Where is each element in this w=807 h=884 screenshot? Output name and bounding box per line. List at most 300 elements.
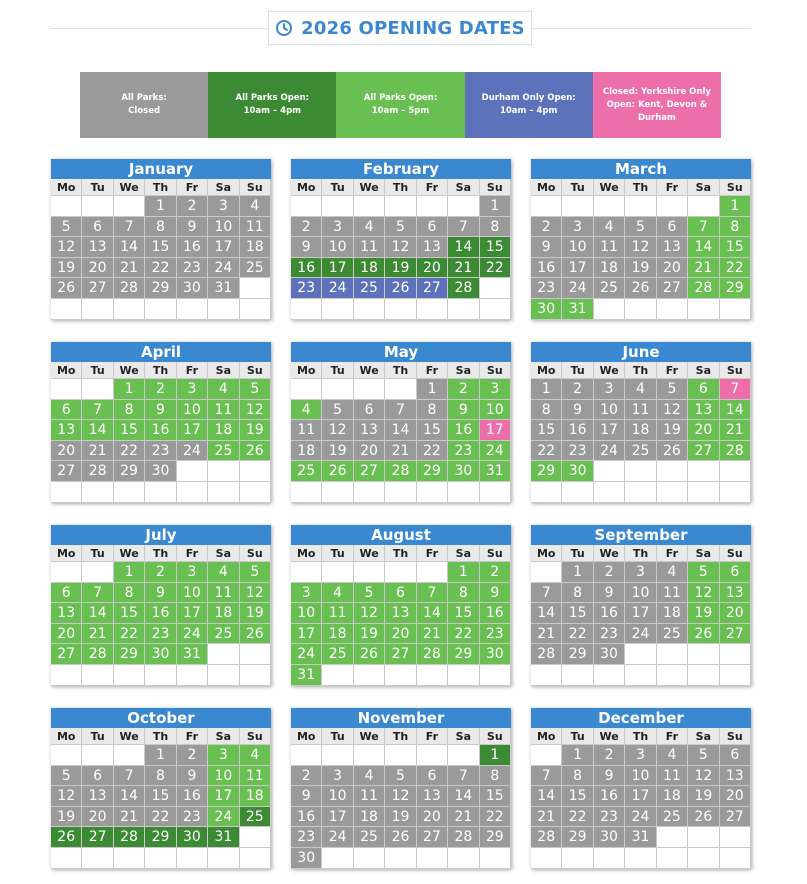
weekday-header: We — [114, 179, 145, 196]
empty-cell — [720, 665, 751, 686]
day-cell: 30 — [594, 827, 625, 848]
day-cell: 31 — [480, 461, 511, 482]
day-cell: 6 — [354, 400, 385, 421]
empty-cell — [82, 562, 113, 583]
day-cell: 10 — [322, 786, 353, 807]
day-cell: 10 — [208, 217, 239, 238]
day-cell: 25 — [322, 644, 353, 665]
day-cell: 4 — [240, 196, 271, 217]
day-cell: 4 — [354, 766, 385, 787]
empty-cell — [688, 644, 719, 665]
weekday-header: Sa — [688, 362, 719, 379]
day-cell: 17 — [208, 237, 239, 258]
empty-cell — [291, 482, 322, 503]
day-cell: 1 — [145, 196, 176, 217]
day-cell: 26 — [385, 827, 416, 848]
month-name: March — [531, 159, 751, 179]
day-cell: 24 — [208, 258, 239, 279]
day-cell: 31 — [291, 665, 322, 686]
month-february — [291, 159, 511, 320]
empty-cell — [417, 665, 448, 686]
day-cell: 8 — [145, 766, 176, 787]
day-cell: 3 — [177, 562, 208, 583]
day-cell: 25 — [208, 624, 239, 645]
empty-cell — [688, 827, 719, 848]
day-cell: 5 — [240, 562, 271, 583]
day-grid — [531, 728, 751, 869]
day-cell: 28 — [114, 827, 145, 848]
day-cell: 27 — [417, 827, 448, 848]
weekday-header: Mo — [51, 728, 82, 745]
day-grid — [531, 545, 751, 686]
day-cell: 20 — [720, 786, 751, 807]
weekday-header: Tu — [82, 545, 113, 562]
day-cell: 29 — [531, 461, 562, 482]
day-cell: 9 — [177, 217, 208, 238]
day-cell: 3 — [322, 766, 353, 787]
empty-cell — [688, 299, 719, 320]
day-cell: 5 — [51, 217, 82, 238]
day-cell: 12 — [240, 400, 271, 421]
day-cell: 9 — [562, 400, 593, 421]
empty-cell — [417, 848, 448, 869]
empty-cell — [417, 745, 448, 766]
day-cell: 30 — [177, 278, 208, 299]
day-cell: 18 — [625, 420, 656, 441]
empty-cell — [208, 461, 239, 482]
day-cell: 15 — [145, 237, 176, 258]
day-cell: 28 — [448, 278, 479, 299]
empty-cell — [354, 562, 385, 583]
weekday-header: Fr — [417, 545, 448, 562]
empty-cell — [354, 299, 385, 320]
day-cell: 30 — [562, 461, 593, 482]
day-cell: 11 — [240, 217, 271, 238]
month-march — [531, 159, 751, 320]
empty-cell — [720, 848, 751, 869]
day-cell: 19 — [51, 807, 82, 828]
empty-cell — [240, 644, 271, 665]
day-cell: 22 — [145, 807, 176, 828]
day-cell: 29 — [114, 644, 145, 665]
day-cell: 7 — [448, 217, 479, 238]
day-cell: 11 — [657, 583, 688, 604]
day-cell: 18 — [208, 603, 239, 624]
weekday-header: Fr — [177, 545, 208, 562]
weekday-header: Su — [240, 728, 271, 745]
empty-cell — [594, 848, 625, 869]
empty-cell — [688, 848, 719, 869]
weekday-header: Fr — [177, 362, 208, 379]
empty-cell — [51, 196, 82, 217]
empty-cell — [720, 461, 751, 482]
day-cell: 12 — [354, 603, 385, 624]
day-cell: 17 — [480, 420, 511, 441]
weekday-header: Sa — [208, 179, 239, 196]
weekday-header: We — [594, 545, 625, 562]
day-cell: 17 — [625, 603, 656, 624]
day-cell: 21 — [114, 258, 145, 279]
day-cell: 19 — [240, 603, 271, 624]
day-cell: 1 — [531, 379, 562, 400]
empty-cell — [145, 482, 176, 503]
legend-item-open-10-5: All Parks Open: 10am – 5pm — [336, 72, 464, 138]
day-cell: 15 — [480, 786, 511, 807]
left-divider-line — [50, 28, 268, 29]
day-cell: 10 — [625, 766, 656, 787]
day-cell: 7 — [114, 766, 145, 787]
weekday-header: Sa — [688, 728, 719, 745]
day-cell: 24 — [594, 441, 625, 462]
empty-cell — [208, 299, 239, 320]
weekday-header: Tu — [322, 545, 353, 562]
empty-cell — [322, 848, 353, 869]
day-cell: 31 — [208, 827, 239, 848]
day-cell: 30 — [594, 644, 625, 665]
empty-cell — [322, 299, 353, 320]
day-cell: 27 — [82, 278, 113, 299]
empty-cell — [240, 482, 271, 503]
empty-cell — [208, 482, 239, 503]
weekday-header: Su — [480, 362, 511, 379]
empty-cell — [562, 848, 593, 869]
day-cell: 16 — [145, 420, 176, 441]
empty-cell — [322, 379, 353, 400]
day-cell: 4 — [594, 217, 625, 238]
weekday-header: Tu — [82, 179, 113, 196]
month-name: June — [531, 342, 751, 362]
day-cell: 17 — [291, 624, 322, 645]
day-cell: 1 — [480, 196, 511, 217]
day-cell: 23 — [562, 441, 593, 462]
day-cell: 4 — [322, 583, 353, 604]
day-cell: 9 — [291, 786, 322, 807]
empty-cell — [688, 665, 719, 686]
empty-cell — [82, 482, 113, 503]
day-cell: 6 — [720, 562, 751, 583]
month-name: September — [531, 525, 751, 545]
day-cell: 13 — [354, 420, 385, 441]
weekday-header: Fr — [177, 728, 208, 745]
empty-cell — [177, 482, 208, 503]
day-cell: 18 — [291, 441, 322, 462]
day-cell: 5 — [688, 745, 719, 766]
day-cell: 29 — [145, 827, 176, 848]
day-grid — [51, 362, 271, 503]
day-cell: 19 — [385, 258, 416, 279]
day-cell: 16 — [177, 786, 208, 807]
weekday-header: Sa — [448, 179, 479, 196]
day-cell: 4 — [208, 379, 239, 400]
day-cell: 15 — [417, 420, 448, 441]
empty-cell — [625, 665, 656, 686]
empty-cell — [657, 644, 688, 665]
day-grid — [291, 179, 511, 320]
month-april — [51, 342, 271, 503]
day-cell: 15 — [562, 603, 593, 624]
empty-cell — [531, 848, 562, 869]
weekday-header: Su — [720, 362, 751, 379]
day-cell: 3 — [291, 583, 322, 604]
day-cell: 8 — [448, 583, 479, 604]
empty-cell — [657, 848, 688, 869]
empty-cell — [240, 665, 271, 686]
empty-cell — [354, 745, 385, 766]
day-cell: 3 — [208, 196, 239, 217]
legend-item-closed: All Parks: Closed — [80, 72, 208, 138]
empty-cell — [114, 848, 145, 869]
empty-cell — [354, 196, 385, 217]
day-cell: 7 — [385, 400, 416, 421]
page-title: 2026 OPENING DATES — [301, 17, 525, 39]
day-cell: 17 — [322, 807, 353, 828]
day-cell: 22 — [720, 258, 751, 279]
day-cell: 21 — [114, 807, 145, 828]
day-cell: 27 — [688, 441, 719, 462]
day-cell: 2 — [448, 379, 479, 400]
empty-cell — [625, 482, 656, 503]
day-cell: 28 — [82, 461, 113, 482]
day-cell: 22 — [114, 624, 145, 645]
empty-cell — [657, 461, 688, 482]
day-cell: 17 — [562, 258, 593, 279]
empty-cell — [385, 562, 416, 583]
day-cell: 18 — [240, 237, 271, 258]
weekday-header: Sa — [208, 362, 239, 379]
day-cell: 30 — [145, 461, 176, 482]
day-cell: 30 — [145, 644, 176, 665]
weekday-header: We — [594, 728, 625, 745]
empty-cell — [657, 665, 688, 686]
day-cell: 13 — [720, 766, 751, 787]
day-cell: 15 — [531, 420, 562, 441]
empty-cell — [448, 848, 479, 869]
empty-cell — [657, 827, 688, 848]
empty-cell — [531, 482, 562, 503]
day-cell: 2 — [594, 562, 625, 583]
day-cell: 6 — [688, 379, 719, 400]
month-october — [51, 708, 271, 869]
day-cell: 20 — [688, 420, 719, 441]
weekday-header: Su — [720, 728, 751, 745]
day-cell: 23 — [177, 807, 208, 828]
day-cell: 22 — [448, 624, 479, 645]
day-cell: 31 — [562, 299, 593, 320]
empty-cell — [322, 745, 353, 766]
day-cell: 3 — [625, 562, 656, 583]
day-cell: 27 — [82, 827, 113, 848]
empty-cell — [51, 848, 82, 869]
day-cell: 2 — [145, 379, 176, 400]
day-cell: 20 — [51, 624, 82, 645]
day-cell: 24 — [177, 624, 208, 645]
day-cell: 10 — [594, 400, 625, 421]
empty-cell — [480, 848, 511, 869]
weekday-header: We — [354, 179, 385, 196]
day-cell: 5 — [625, 217, 656, 238]
day-cell: 26 — [51, 827, 82, 848]
empty-cell — [145, 665, 176, 686]
weekday-header: Th — [385, 728, 416, 745]
day-cell: 23 — [291, 827, 322, 848]
empty-cell — [322, 196, 353, 217]
clock-icon — [275, 19, 293, 37]
empty-cell — [385, 196, 416, 217]
day-cell: 14 — [720, 400, 751, 421]
weekday-header: Fr — [177, 179, 208, 196]
day-cell: 12 — [322, 420, 353, 441]
day-cell: 31 — [625, 827, 656, 848]
day-cell: 19 — [385, 807, 416, 828]
weekday-header: Sa — [688, 179, 719, 196]
day-cell: 16 — [594, 603, 625, 624]
empty-cell — [291, 299, 322, 320]
day-cell: 23 — [448, 441, 479, 462]
day-cell: 25 — [594, 278, 625, 299]
empty-cell — [480, 665, 511, 686]
day-cell: 23 — [480, 624, 511, 645]
day-grid — [291, 362, 511, 503]
day-cell: 11 — [291, 420, 322, 441]
empty-cell — [51, 745, 82, 766]
day-cell: 14 — [448, 786, 479, 807]
day-cell: 11 — [625, 400, 656, 421]
empty-cell — [625, 196, 656, 217]
weekday-header: Fr — [417, 728, 448, 745]
month-august — [291, 525, 511, 686]
weekday-header: We — [114, 545, 145, 562]
day-cell: 26 — [688, 807, 719, 828]
day-cell: 29 — [145, 278, 176, 299]
empty-cell — [145, 848, 176, 869]
day-cell: 3 — [480, 379, 511, 400]
day-cell: 1 — [720, 196, 751, 217]
day-cell: 4 — [657, 562, 688, 583]
day-cell: 20 — [720, 603, 751, 624]
day-cell: 13 — [82, 237, 113, 258]
day-cell: 21 — [385, 441, 416, 462]
day-cell: 1 — [114, 562, 145, 583]
day-cell: 25 — [291, 461, 322, 482]
empty-cell — [177, 665, 208, 686]
weekday-header: Th — [145, 728, 176, 745]
day-cell: 16 — [177, 237, 208, 258]
empty-cell — [531, 562, 562, 583]
day-cell: 12 — [240, 583, 271, 604]
day-grid — [531, 362, 751, 503]
day-cell: 13 — [82, 786, 113, 807]
empty-cell — [51, 562, 82, 583]
day-cell: 23 — [145, 441, 176, 462]
day-cell: 12 — [385, 237, 416, 258]
day-cell: 18 — [322, 624, 353, 645]
empty-cell — [448, 482, 479, 503]
day-cell: 29 — [448, 644, 479, 665]
weekday-header: Tu — [322, 362, 353, 379]
day-cell: 8 — [480, 766, 511, 787]
day-cell: 27 — [657, 278, 688, 299]
day-cell: 6 — [720, 745, 751, 766]
month-name: October — [51, 708, 271, 728]
day-cell: 12 — [51, 237, 82, 258]
weekday-header: Th — [625, 179, 656, 196]
day-cell: 4 — [208, 562, 239, 583]
empty-cell — [448, 299, 479, 320]
day-cell: 9 — [145, 583, 176, 604]
day-grid — [291, 728, 511, 869]
day-cell: 19 — [688, 603, 719, 624]
day-cell: 25 — [657, 807, 688, 828]
weekday-header: Mo — [531, 179, 562, 196]
day-cell: 29 — [480, 827, 511, 848]
day-cell: 19 — [688, 786, 719, 807]
day-cell: 7 — [82, 400, 113, 421]
empty-cell — [480, 299, 511, 320]
day-cell: 27 — [51, 461, 82, 482]
day-cell: 15 — [114, 420, 145, 441]
empty-cell — [354, 848, 385, 869]
month-name: November — [291, 708, 511, 728]
day-cell: 5 — [322, 400, 353, 421]
empty-cell — [480, 482, 511, 503]
empty-cell — [417, 482, 448, 503]
empty-cell — [114, 665, 145, 686]
empty-cell — [448, 745, 479, 766]
day-cell: 6 — [385, 583, 416, 604]
day-cell: 21 — [531, 624, 562, 645]
empty-cell — [322, 665, 353, 686]
empty-cell — [417, 562, 448, 583]
empty-cell — [385, 379, 416, 400]
empty-cell — [417, 299, 448, 320]
day-cell: 26 — [688, 624, 719, 645]
weekday-header: We — [114, 728, 145, 745]
day-cell: 13 — [385, 603, 416, 624]
day-cell: 29 — [562, 827, 593, 848]
day-cell: 5 — [385, 766, 416, 787]
day-cell: 12 — [51, 786, 82, 807]
weekday-header: Th — [625, 728, 656, 745]
day-cell: 5 — [657, 379, 688, 400]
day-cell: 7 — [114, 217, 145, 238]
month-name: April — [51, 342, 271, 362]
month-name: May — [291, 342, 511, 362]
empty-cell — [448, 665, 479, 686]
weekday-header: We — [354, 728, 385, 745]
month-name: February — [291, 159, 511, 179]
weekday-header: Fr — [417, 179, 448, 196]
day-cell: 8 — [562, 766, 593, 787]
day-cell: 29 — [720, 278, 751, 299]
day-grid — [531, 179, 751, 320]
weekday-header: Mo — [291, 728, 322, 745]
day-cell: 14 — [531, 603, 562, 624]
day-cell: 29 — [417, 461, 448, 482]
day-cell: 11 — [322, 603, 353, 624]
day-cell: 30 — [448, 461, 479, 482]
day-cell: 14 — [114, 237, 145, 258]
day-cell: 1 — [480, 745, 511, 766]
empty-cell — [177, 299, 208, 320]
day-cell: 17 — [208, 786, 239, 807]
empty-cell — [417, 196, 448, 217]
month-may — [291, 342, 511, 503]
day-cell: 16 — [291, 807, 322, 828]
day-cell: 2 — [177, 196, 208, 217]
day-cell: 5 — [354, 583, 385, 604]
day-cell: 9 — [145, 400, 176, 421]
day-cell: 18 — [657, 786, 688, 807]
